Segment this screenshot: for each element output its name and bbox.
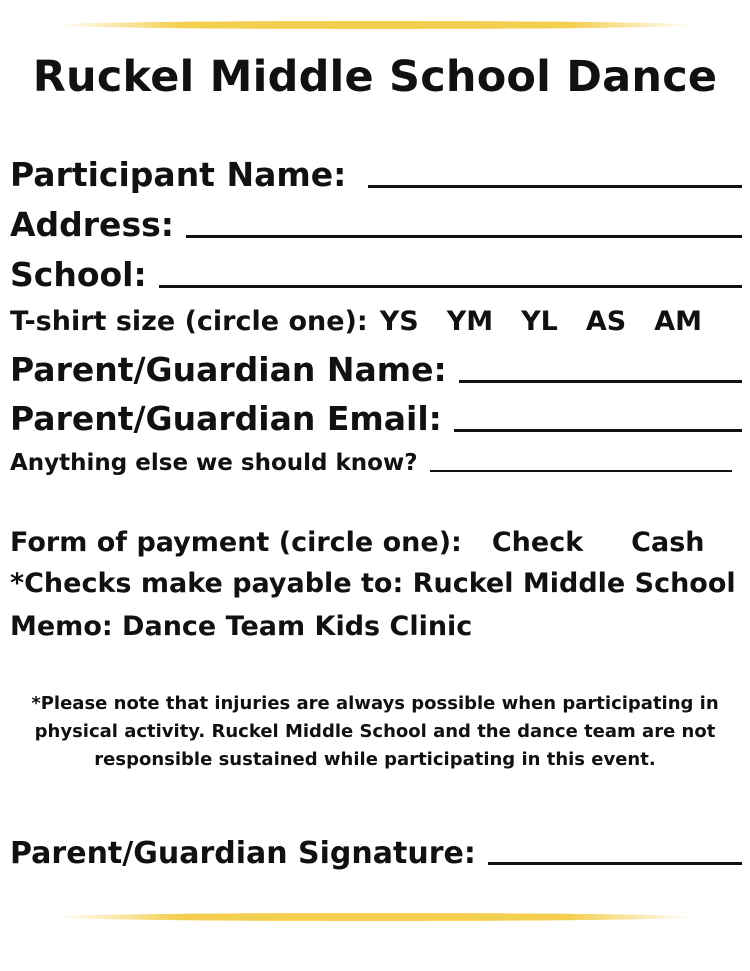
anything-else-label: Anything else we should know?	[10, 450, 418, 476]
tshirt-size-row	[10, 306, 742, 337]
size-option-ys[interactable]: YS	[379, 306, 419, 337]
parent-name-label: Parent/Guardian Name:	[10, 350, 447, 389]
top-decorative-rule	[55, 20, 695, 30]
payment-row	[10, 527, 742, 558]
bottom-decorative-rule	[55, 912, 695, 922]
signature-row	[10, 836, 742, 871]
form-title: Ruckel Middle School Dance	[32, 52, 718, 102]
school-row	[10, 255, 742, 294]
participant-name-row	[10, 155, 742, 194]
participant-name-blank[interactable]	[368, 185, 742, 188]
size-option-am[interactable]: AM	[654, 306, 702, 337]
payment-option-check[interactable]: Check	[491, 527, 584, 558]
size-option-yl[interactable]: YL	[521, 306, 558, 337]
parent-name-blank[interactable]	[459, 380, 742, 383]
payment-label: Form of payment (circle one):	[10, 527, 462, 558]
payment-option-cash[interactable]: Cash	[631, 527, 705, 558]
tshirt-size-label: T-shirt size (circle one):	[10, 306, 368, 337]
injury-disclaimer: *Please note that injuries are always possible when participating in physical activity. Ruckel Middle School and the dance team are not responsible sustained while participating in this event.	[31, 693, 719, 770]
anything-else-blank[interactable]	[430, 470, 732, 472]
address-blank[interactable]	[186, 235, 742, 238]
school-blank[interactable]	[159, 285, 742, 288]
parent-email-row	[10, 399, 742, 438]
address-row	[10, 205, 742, 244]
signature-blank[interactable]	[488, 862, 742, 865]
parent-email-label: Parent/Guardian Email:	[10, 399, 442, 438]
participant-name-label: Participant Name:	[10, 155, 347, 194]
parent-name-row	[10, 350, 742, 389]
size-option-ym[interactable]: YM	[446, 306, 494, 337]
school-label: School:	[10, 255, 147, 294]
signature-label: Parent/Guardian Signature:	[10, 836, 476, 871]
memo-line: Memo: Dance Team Kids Clinic	[10, 611, 473, 642]
size-option-as[interactable]: AS	[585, 306, 627, 337]
checks-payable-note: *Checks make payable to: Ruckel Middle School	[10, 568, 736, 599]
anything-else-row	[10, 450, 732, 476]
parent-email-blank[interactable]	[454, 429, 742, 432]
address-label: Address:	[10, 205, 174, 244]
